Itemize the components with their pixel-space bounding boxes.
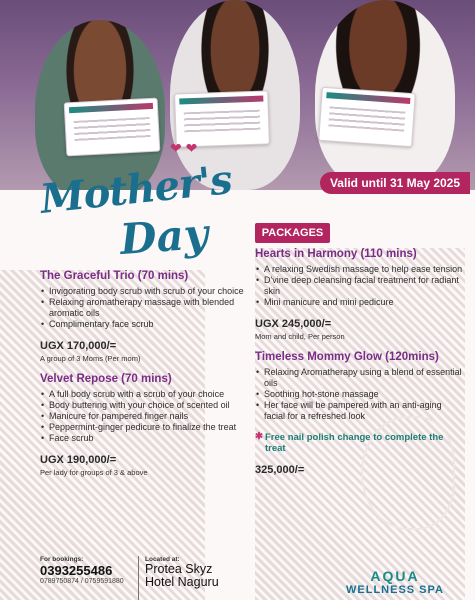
- package-item: • Invigorating body scrub with scrub of your choice: [40, 286, 245, 297]
- package-note: Per lady for groups of 3 & above: [40, 468, 148, 477]
- valid-until-badge: Valid until 31 May 2025: [320, 172, 470, 194]
- mothers-day-title: [30, 150, 234, 270]
- hearts-icon: ❤ ❤: [170, 140, 198, 156]
- package-item: • Relaxing aromatherapy massage with blended aromatic oils: [40, 297, 245, 319]
- package-item: • Her face will be pampered with an anti-aging facial for a refreshed look: [255, 400, 465, 422]
- package-timeless-mommy-glow: [255, 351, 465, 476]
- location-block: [145, 556, 219, 589]
- phone-number[interactable]: 0393255486: [40, 563, 113, 578]
- package-name: Timeless Mommy Glow (120mins): [255, 351, 439, 363]
- package-item: • Body buttering with your choice of scented oil: [40, 400, 245, 411]
- package-item: • A full body scrub with a scrub of your choice: [40, 389, 245, 400]
- phone-number-secondary[interactable]: 0789750874 / 0759591880: [40, 578, 124, 585]
- title-line-2: Day: [118, 208, 210, 265]
- package-item: • Relaxing Aromatherapy using a blend of essential oils: [255, 367, 465, 389]
- package-note: Mom and child, Per person: [255, 332, 345, 341]
- package-price: 325,000/=: [255, 464, 305, 476]
- aqua-spa-logo: [335, 568, 455, 596]
- footer: [40, 556, 470, 600]
- voucher-card: [318, 87, 416, 147]
- package-price: UGX 170,000/=: [40, 340, 117, 352]
- voucher-card: [64, 98, 161, 157]
- package-note: A group of 3 Moms (Per mom): [40, 354, 141, 363]
- location-line-2: Hotel Naguru: [145, 575, 219, 589]
- title-line-1: Mother's: [38, 156, 234, 223]
- package-price: UGX 245,000/=: [255, 318, 332, 330]
- package-item: • D'vine deep cleansing facial treatment for radiant skin: [255, 275, 465, 297]
- package-hearts-in-harmony: [255, 248, 465, 341]
- package-item: • Complimentary face scrub: [40, 319, 245, 330]
- package-item: • A relaxing Swedish massage to help ease tension: [255, 264, 465, 275]
- package-name: The Graceful Trio (70 mins): [40, 270, 189, 282]
- location-line-1: Protea Skyz: [145, 562, 213, 576]
- brand-bottom: WELLNESS SPA: [346, 584, 444, 596]
- brand-top: AQUA: [370, 568, 420, 584]
- package-item: • Face scrub: [40, 433, 245, 444]
- package-item: • Peppermint-ginger pedicure to finalize the treat: [40, 422, 245, 433]
- package-name: Hearts in Harmony (110 mins): [255, 248, 417, 260]
- footer-divider: [138, 556, 139, 600]
- package-name: Velvet Repose (70 mins): [40, 373, 172, 385]
- asterisk-icon: ✱: [255, 431, 263, 442]
- right-packages: [255, 248, 465, 476]
- package-velvet-repose: [40, 373, 245, 477]
- bookings-label: For bookings:: [40, 556, 84, 563]
- package-price: UGX 190,000/=: [40, 454, 117, 466]
- free-offer-note: [255, 432, 465, 454]
- package-item: • Mini manicure and mini pedicure: [255, 297, 465, 308]
- package-item: • Manicure for pampered finger nails: [40, 411, 245, 422]
- package-graceful-trio: [40, 270, 245, 363]
- free-offer-text: Free nail polish change to complete the treat: [265, 432, 444, 454]
- left-packages: [40, 270, 245, 487]
- package-item: • Soothing hot-stone massage: [255, 389, 465, 400]
- location-label: Located at:: [145, 556, 180, 563]
- packages-badge: PACKAGES: [255, 223, 330, 243]
